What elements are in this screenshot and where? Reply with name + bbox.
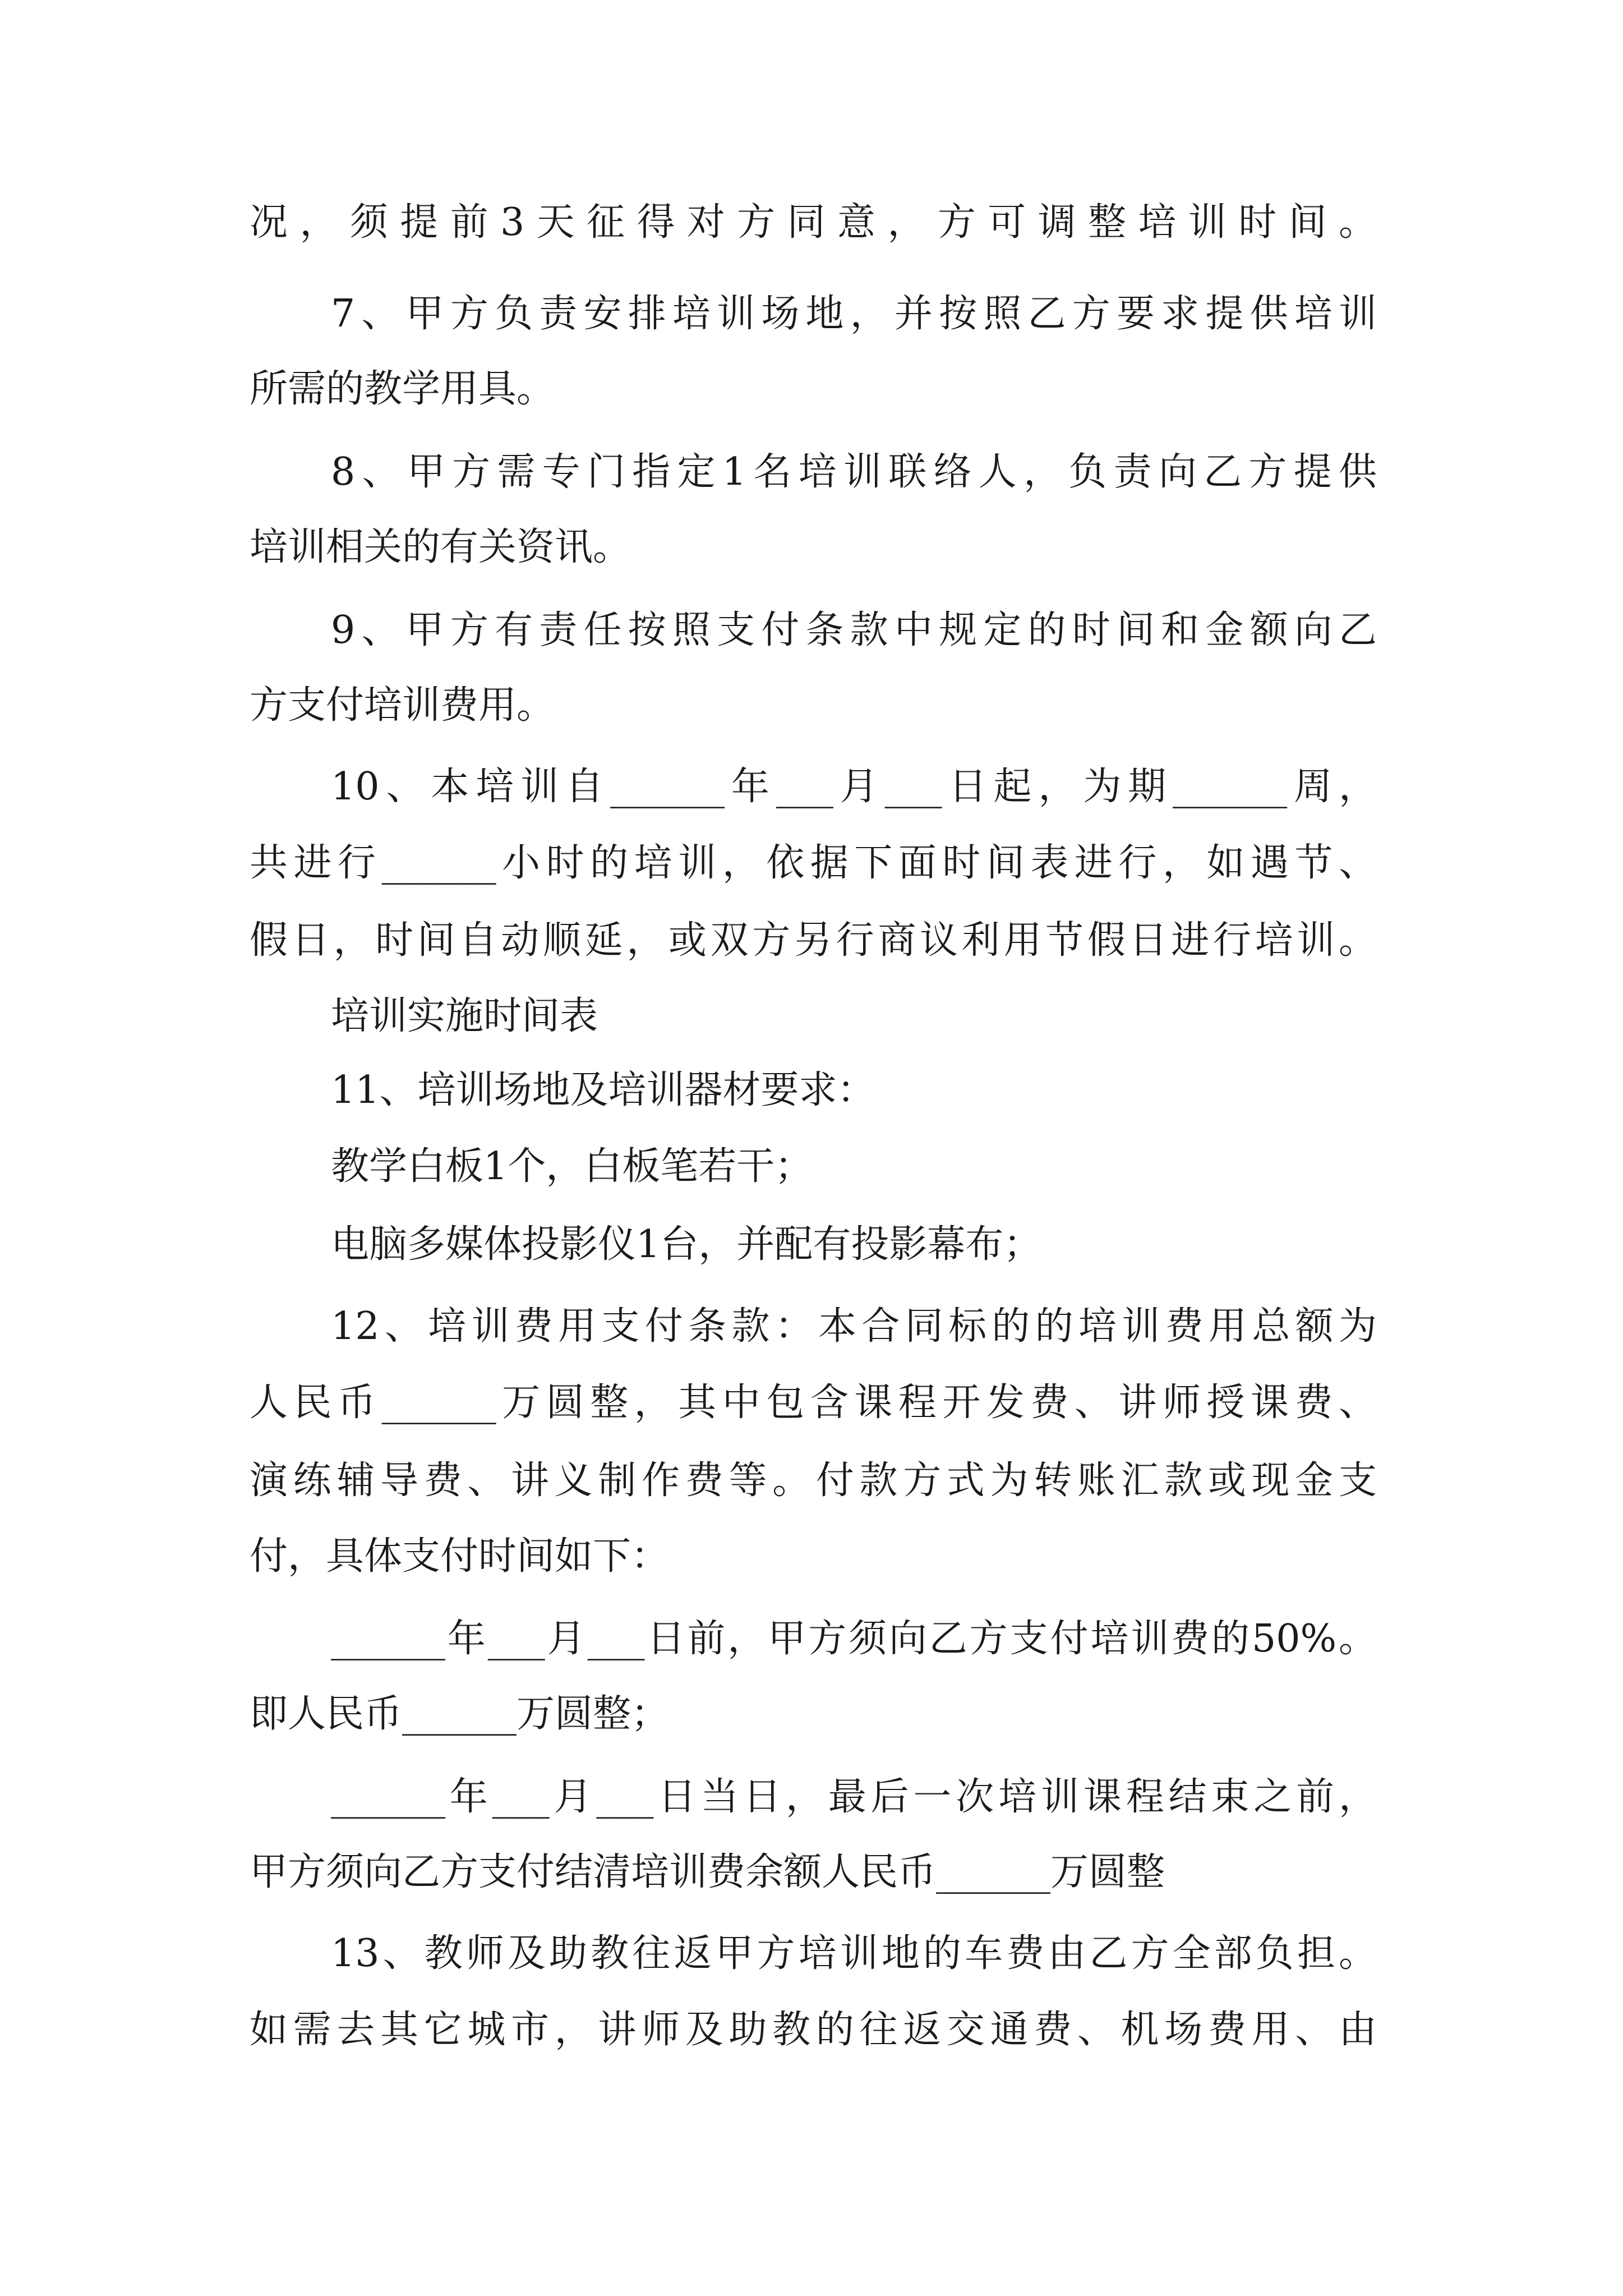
clause-9-line-2: 方支付培训费用。 xyxy=(250,683,555,728)
clause-10-line-1: 10、本培训自______年___月___日起，为期______周， xyxy=(331,765,1377,809)
payment-2-line-2: 甲方须向乙方支付结清培训费余额人民币______万圆整 xyxy=(250,1850,1165,1894)
payment-1-line-1: ______年___月___日前，甲方须向乙方支付培训费的50%。 xyxy=(331,1617,1377,1661)
text-line-1: 况，须提前3天征得对方同意，方可调整培训时间。 xyxy=(250,200,1377,245)
clause-12-line-2: 人民币______万圆整，其中包含课程开发费、讲师授课费、 xyxy=(250,1381,1377,1425)
clause-11-line-1: 11、培训场地及培训器材要求： xyxy=(331,1068,875,1112)
clause-7-line-1: 7、甲方负责安排培训场地，并按照乙方要求提供培训 xyxy=(331,292,1377,336)
payment-2-line-1: ______年___月___日当日，最后一次培训课程结束之前， xyxy=(331,1775,1377,1819)
clause-8-line-1: 8、甲方需专门指定1名培训联络人，负责向乙方提供 xyxy=(331,450,1377,494)
clause-10-line-3: 假日，时间自动顺延，或双方另行商议利用节假日进行培训。 xyxy=(250,918,1377,963)
clause-12-line-4: 付，具体支付时间如下： xyxy=(250,1534,670,1579)
schedule-heading: 培训实施时间表 xyxy=(331,994,598,1038)
clause-12-line-3: 演练辅导费、讲义制作费等。付款方式为转账汇款或现金支 xyxy=(250,1458,1377,1503)
clause-12-line-1: 12、培训费用支付条款：本合同标的的培训费用总额为 xyxy=(331,1304,1377,1349)
clause-13-line-2: 如需去其它城市，讲师及助教的往返交通费、机场费用、由 xyxy=(250,2008,1377,2052)
clause-7-line-2: 所需的教学用具。 xyxy=(250,367,555,411)
clause-9-line-1: 9、甲方有责任按照支付条款中规定的时间和金额向乙 xyxy=(331,608,1377,652)
payment-1-line-2: 即人民币______万圆整； xyxy=(250,1692,670,1736)
clause-10-line-2: 共进行______小时的培训，依据下面时间表进行，如遇节、 xyxy=(250,841,1377,885)
clause-8-line-2: 培训相关的有关资讯。 xyxy=(250,525,631,569)
equipment-item-1: 教学白板1个，白板笔若干； xyxy=(331,1144,813,1189)
clause-13-line-1: 13、教师及助教往返甲方培训地的车费由乙方全部负担。 xyxy=(331,1931,1377,1976)
equipment-item-2: 电脑多媒体投影仪1台，并配有投影幕布； xyxy=(331,1222,1042,1267)
